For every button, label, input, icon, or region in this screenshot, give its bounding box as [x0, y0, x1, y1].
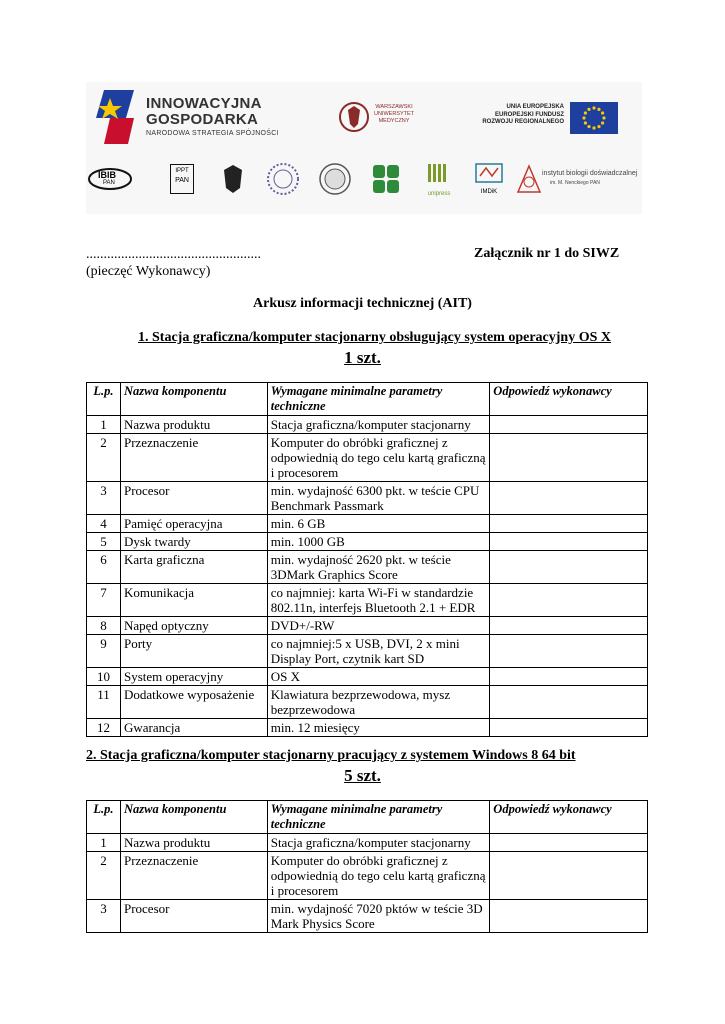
ue-line2: EUROPEJSKI FUNDUSZ [494, 111, 564, 118]
cell-param: Stacja graficzna/komputer stacjonarny [267, 834, 490, 852]
cell-param: min. wydajność 7020 pktów w teście 3D Mark Physics Score [267, 900, 490, 933]
cell-param: OS X [267, 668, 490, 686]
cell-response[interactable] [490, 900, 648, 933]
cell-lp: 9 [87, 635, 121, 668]
ue-text [478, 104, 564, 127]
cell-name: Dysk twardy [120, 533, 267, 551]
stamp-label: (pieczęć Wykonawcy) [86, 264, 211, 279]
innowacyjna-line1: INNOWACYJNA [146, 95, 262, 112]
header-response: Odpowiedź wykonawcy [490, 801, 648, 834]
uw-seal-icon [216, 162, 250, 196]
ibib-text: IBIB [98, 170, 116, 180]
cell-name: Procesor [120, 482, 267, 515]
wum-line1: WARSZAWSKI [375, 104, 413, 110]
cell-response[interactable] [490, 852, 648, 900]
cell-name: Komunikacja [120, 584, 267, 617]
ippt-sub: PAN [175, 177, 189, 184]
imdik-logo [472, 162, 506, 196]
cell-response[interactable] [490, 719, 648, 737]
table-row [87, 533, 648, 551]
header-params: Wymagane minimalne parametry techniczne [267, 801, 490, 834]
header-lp: L.p. [87, 383, 121, 416]
nencki-sub: im. M. Nenckiego PAN [550, 180, 600, 186]
innowacyjna-gospodarka-logo [96, 88, 136, 146]
cell-response[interactable] [490, 668, 648, 686]
cell-lp: 10 [87, 668, 121, 686]
ibib-sub: PAN [103, 180, 115, 186]
cell-name: Przeznaczenie [120, 852, 267, 900]
cell-param: Stacja graficzna/komputer stacjonarny [267, 416, 490, 434]
ippt-text: IPPT [175, 168, 189, 174]
innowacyjna-text [146, 96, 279, 137]
table-row [87, 852, 648, 900]
header-params: Wymagane minimalne parametry techniczne [267, 383, 490, 416]
table-row [87, 434, 648, 482]
cell-param: Komputer do obróbki graficznej z odpowiednią do tego celu kartą graficzną i procesorem [267, 434, 490, 482]
cell-param: min. 6 GB [267, 515, 490, 533]
ippt-logo [170, 164, 194, 194]
cell-lp: 2 [87, 434, 121, 482]
cell-name: Nazwa produktu [120, 416, 267, 434]
cell-name: Napęd optyczny [120, 617, 267, 635]
cell-response[interactable] [490, 635, 648, 668]
section2-qty: 5 szt. [344, 766, 381, 785]
table-row [87, 551, 648, 584]
table-row [87, 482, 648, 515]
cell-lp: 12 [87, 719, 121, 737]
cell-lp: 3 [87, 482, 121, 515]
cell-name: Dodatkowe wyposażenie [120, 686, 267, 719]
cell-name: Procesor [120, 900, 267, 933]
table-row [87, 635, 648, 668]
cell-lp: 5 [87, 533, 121, 551]
cell-response[interactable] [490, 533, 648, 551]
cell-response[interactable] [490, 617, 648, 635]
header-component: Nazwa komponentu [120, 383, 267, 416]
table-row [87, 416, 648, 434]
eu-flag-icon [570, 102, 618, 134]
cell-lp: 7 [87, 584, 121, 617]
section1-title: 1. Stacja graficzna/komputer stacjonarny obsługujący system operacyjny OS X [138, 330, 611, 345]
cell-param: DVD+/-RW [267, 617, 490, 635]
cell-lp: 6 [87, 551, 121, 584]
academy-seal-icon [318, 162, 352, 196]
table-row [87, 584, 648, 617]
unipress-logo [422, 162, 456, 196]
table-row [87, 834, 648, 852]
cell-lp: 3 [87, 900, 121, 933]
cell-param: Klawiatura bezprzewodowa, mysz bezprzewodowa [267, 686, 490, 719]
header-component: Nazwa komponentu [120, 801, 267, 834]
wum-seal-icon [339, 100, 369, 134]
logo-banner [86, 82, 642, 214]
cell-name: Gwarancja [120, 719, 267, 737]
table-row [87, 686, 648, 719]
cell-response[interactable] [490, 482, 648, 515]
wum-line2: UNIWERSYTET [374, 111, 415, 117]
cell-name: Karta graficzna [120, 551, 267, 584]
green-logo-icon [372, 164, 400, 194]
cell-name: Porty [120, 635, 267, 668]
wum-line3: MEDYCZNY [378, 118, 410, 124]
cell-lp: 4 [87, 515, 121, 533]
stamp-block [86, 246, 261, 280]
innowacyjna-line3: NARODOWA STRATEGIA SPÓJNOŚCI [146, 130, 279, 137]
section2-title: 2. Stacja graficzna/komputer stacjonarny pracujący z systemem Windows 8 64 bit [86, 748, 576, 763]
cell-param: co najmniej:5 x USB, DVI, 2 x mini Display Port, czytnik kart SD [267, 635, 490, 668]
cell-param: co najmniej: karta Wi-Fi w standardzie 802.11n, interfejs Bluetooth 2.1 + EDR [267, 584, 490, 617]
cell-name: Nazwa produktu [120, 834, 267, 852]
cell-lp: 1 [87, 834, 121, 852]
table-row [87, 617, 648, 635]
stamp-dots: .................................................. [86, 247, 261, 262]
cell-lp: 8 [87, 617, 121, 635]
institute-seal-icon [266, 162, 300, 196]
cell-param: min. 12 miesięcy [267, 719, 490, 737]
ue-line1: UNIA EUROPEJSKA [506, 104, 564, 110]
ue-line3: ROZWOJU REGIONALNEGO [482, 119, 564, 125]
table-row [87, 900, 648, 933]
table-header-row [87, 801, 648, 834]
nencki-text: instytut biologii doświadczalnej [542, 170, 638, 177]
cell-param: Komputer do obróbki graficznej z odpowiednią do tego celu kartą graficzną i procesorem [267, 852, 490, 900]
wum-text [374, 104, 414, 125]
cell-response[interactable] [490, 584, 648, 617]
imdik-text: IMDiK [480, 189, 498, 195]
cell-response[interactable] [490, 834, 648, 852]
cell-lp: 1 [87, 416, 121, 434]
nencki-logo [516, 162, 640, 196]
document-title: Arkusz informacji technicznej (AIT) [253, 296, 472, 311]
cell-param: min. wydajność 6300 pkt. w teście CPU Benchmark Passmark [267, 482, 490, 515]
table-row [87, 515, 648, 533]
attachment-label: Załącznik nr 1 do SIWZ [474, 246, 620, 261]
cell-response[interactable] [490, 551, 648, 584]
cell-param: min. 1000 GB [267, 533, 490, 551]
cell-response[interactable] [490, 434, 648, 482]
ibib-logo [88, 168, 132, 190]
cell-name: Przeznaczenie [120, 434, 267, 482]
header-response: Odpowiedź wykonawcy [490, 383, 648, 416]
cell-lp: 11 [87, 686, 121, 719]
table-header-row [87, 383, 648, 416]
unipress-text: unipress [427, 191, 451, 197]
cell-param: min. wydajność 2620 pkt. w teście 3DMark Graphics Score [267, 551, 490, 584]
innowacyjna-line2: GOSPODARKA [146, 111, 259, 128]
header-lp: L.p. [87, 801, 121, 834]
cell-response[interactable] [490, 416, 648, 434]
cell-name: System operacyjny [120, 668, 267, 686]
section1-table [86, 382, 648, 737]
cell-name: Pamięć operacyjna [120, 515, 267, 533]
table-row [87, 719, 648, 737]
cell-response[interactable] [490, 515, 648, 533]
cell-response[interactable] [490, 686, 648, 719]
table-row [87, 668, 648, 686]
section1-qty: 1 szt. [344, 348, 381, 367]
cell-lp: 2 [87, 852, 121, 900]
section2-table [86, 800, 648, 933]
